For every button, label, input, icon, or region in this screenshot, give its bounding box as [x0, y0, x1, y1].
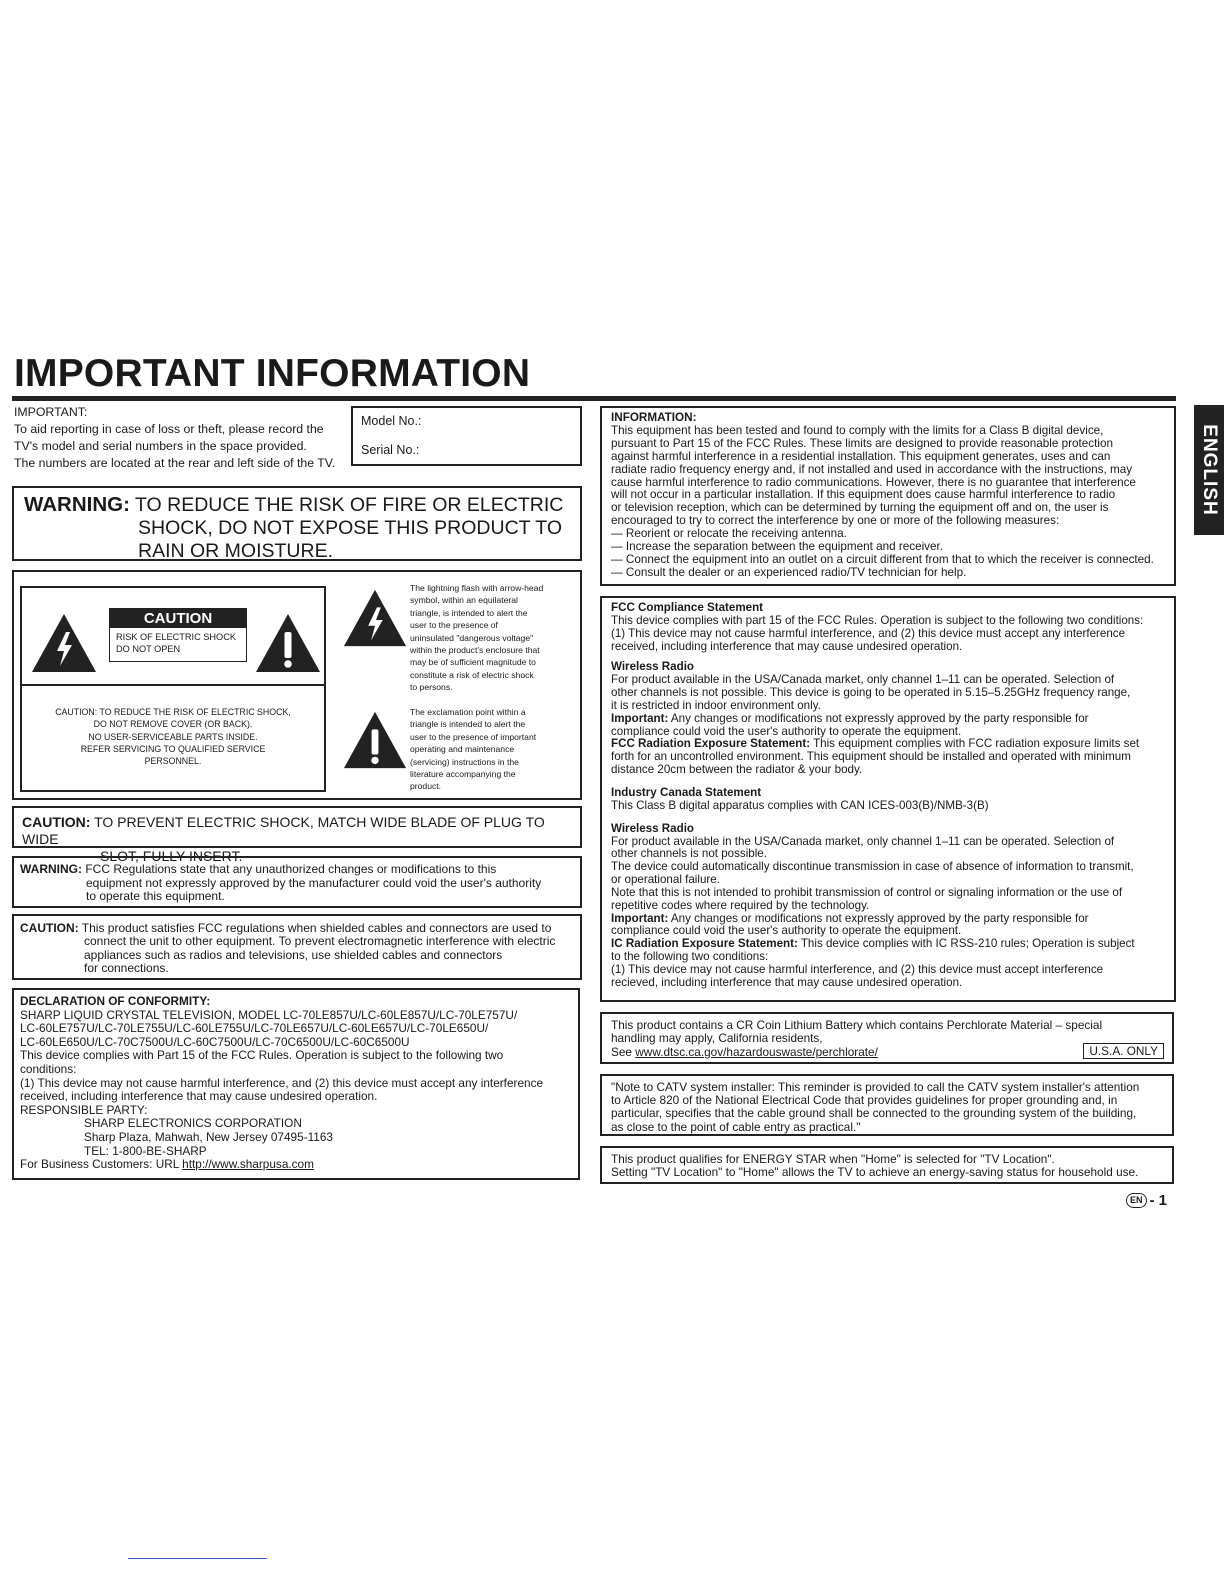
- declaration-line: (1) This device may not cause harmful interference, and (2) this device must accept any interference: [20, 1075, 544, 1090]
- radiation-label: FCC Radiation Exposure Statement:: [611, 737, 811, 751]
- ic-radiation-label: IC Radiation Exposure Statement:: [611, 937, 798, 951]
- explanation-line: user to the presence of: [410, 620, 498, 631]
- caution-sticker-line: RISK OF ELECTRIC SHOCK: [116, 632, 236, 642]
- battery-text: handling may apply, California residents,: [611, 1031, 823, 1046]
- caution-plug-box: [12, 806, 582, 864]
- explanation-line: within the product's enclosure that: [410, 645, 540, 656]
- caution-body-line: PERSONNEL.: [144, 756, 202, 767]
- wireless-line: other channels is not possible. This device is going to be operated in 5.15–5.25GHz frequency range,: [611, 686, 1131, 700]
- catv-note-box: [600, 1074, 1174, 1136]
- explanation-line: user to the presence of important: [410, 731, 537, 742]
- declaration-line: RESPONSIBLE PARTY:: [20, 1102, 148, 1117]
- information-line: will not occur in a particular installation. If this equipment does cause harmful interference to radio: [611, 488, 1116, 502]
- explanation-line: constitute a risk of electric shock: [410, 669, 534, 680]
- explanation-line: The lightning flash with arrow-head: [410, 583, 544, 593]
- catv-line: particular, specifies that the cable ground shall be connected to the grounding system of the building,: [611, 1106, 1137, 1121]
- wireless-radio-heading: Wireless Radio: [611, 821, 695, 835]
- explanation-line: symbol, within an equilateral: [410, 595, 518, 606]
- warning-text: TO REDUCE THE RISK OF FIRE OR ELECTRIC: [134, 494, 564, 516]
- warning-fcc-text: FCC Regulations state that any unauthorized changes or modifications to this: [85, 862, 497, 876]
- caution-cables-box: [12, 914, 582, 980]
- explanation-line: triangle, is intended to alert the: [410, 607, 528, 618]
- declaration-line: This device complies with Part 15 of the FCC Rules. Operation is subject to the following two: [20, 1048, 504, 1063]
- model-serial-box: [351, 406, 582, 466]
- caution-plug-label: CAUTION:: [22, 814, 91, 830]
- exclamation-symbol-icon: [342, 708, 408, 772]
- energy-star-text: Setting "TV Location" to "Home" allows the TV to achieve an energy-saving status for household use.: [611, 1165, 1139, 1180]
- wireless-line: repetitive codes where required by the technology.: [611, 898, 870, 912]
- wireless-line: The device could automatically discontinue transmission in case of absence of information to transmit,: [611, 860, 1134, 874]
- record-line: To aid reporting in case of loss or theft, please record the: [14, 422, 324, 436]
- caution-cables-label: CAUTION:: [20, 921, 79, 935]
- explanation-line: may be of sufficient magnitude to: [410, 657, 536, 668]
- fcc-line: received, including interference that may cause undesired operation.: [611, 639, 963, 653]
- information-line: against harmful interference in a residential installation. This equipment generates, uses and can: [611, 449, 1111, 463]
- declaration-heading: DECLARATION OF CONFORMITY:: [20, 994, 211, 1008]
- caution-body-line: NO USER-SERVICEABLE PARTS INSIDE.: [88, 731, 258, 742]
- information-measure: — Connect the equipment into an outlet on a circuit different from that to which the receiver is connected.: [611, 552, 1154, 566]
- explanation-line: operating and maintenance: [410, 744, 515, 755]
- page-number: [1126, 1192, 1167, 1209]
- warning-text: SHOCK, DO NOT EXPOSE THIS PRODUCT TO: [138, 517, 563, 539]
- information-line: or television reception, which can be determined by turning the equipment off and on, the user is: [611, 501, 1109, 515]
- important-text: compliance could void the user's authority to operate the equipment.: [611, 724, 962, 738]
- warning-fcc-text: to operate this equipment.: [86, 889, 225, 904]
- warning-moisture-box: [12, 486, 582, 561]
- warning-text: RAIN OR MOISTURE.: [138, 540, 334, 562]
- sharpusa-link[interactable]: http://www.sharpusa.com: [182, 1157, 314, 1172]
- explanation-line: (servicing) instructions in the: [410, 756, 519, 767]
- caution-label-panel: [20, 586, 326, 792]
- battery-text: This product contains a CR Coin Lithium Battery which contains Perchlorate Material – special: [611, 1018, 1103, 1032]
- language-tab-label: ENGLISH: [1199, 424, 1220, 516]
- important-label: Important:: [611, 911, 669, 925]
- explanation-line: The exclamation point within a: [410, 707, 526, 717]
- industry-canada-text: This Class B digital apparatus complies with CAN ICES-003(B)/NMB-3(B): [611, 798, 989, 812]
- fcc-compliance-box: [600, 596, 1176, 1002]
- usa-only-badge: U.S.A. ONLY: [1083, 1043, 1164, 1059]
- declaration-box: [12, 988, 580, 1180]
- record-line: TV's model and serial numbers in the space provided.: [14, 439, 307, 453]
- record-instructions: [14, 404, 354, 472]
- important-text: Any changes or modifications not expressly approved by the party responsible for: [668, 911, 1089, 925]
- declaration-line: LC-60LE757U/LC-70LE755U/LC-60LE755U/LC-70LE657U/LC-60LE657U/LC-70LE650U/: [20, 1021, 489, 1036]
- caution-body-line: CAUTION: TO REDUCE THE RISK OF ELECTRIC SHOCK,: [55, 707, 291, 717]
- catv-line: to Article 820 of the National Electrical Code that provides guidelines for proper grounding and, in: [611, 1093, 1118, 1108]
- wireless-line: other channels is not possible.: [611, 847, 767, 861]
- ic-radiation-text: to the following two conditions:: [611, 950, 769, 964]
- information-line: cause harmful interference to radio communications. However, there is no guarantee that interference: [611, 475, 1136, 489]
- explanation-line: triangle is intended to alert the: [410, 719, 526, 730]
- lightning-triangle-icon: [30, 612, 98, 674]
- wireless-line: For product available in the USA/Canada market, only channel 1–11 can be operated. Selection of: [611, 834, 1115, 848]
- responsible-party-line: Sharp Plaza, Mahwah, New Jersey 07495-1163: [84, 1129, 333, 1144]
- radiation-text: This equipment complies with FCC radiation exposure limits set: [810, 737, 1140, 751]
- warning-fcc-text: equipment not expressly approved by the manufacturer could void the user's authority: [86, 875, 542, 890]
- information-measure: — Increase the separation between the equipment and receiver.: [611, 540, 944, 554]
- energy-star-text: This product qualifies for ENERGY STAR when "Home" is selected for "TV Location".: [611, 1152, 1055, 1166]
- caution-cables-text: appliances such as radios and televisions, use shielded cables and connectors: [84, 947, 503, 962]
- battery-see: See: [611, 1044, 636, 1059]
- wireless-line: or operational failure.: [611, 873, 720, 887]
- lightning-explanation: [410, 582, 580, 694]
- information-line: encouraged to try to correct the interference by one or more of the following measures:: [611, 514, 1060, 528]
- responsible-party-line: TEL: 1-800-BE-SHARP: [84, 1143, 207, 1158]
- warning-fcc-box: [12, 856, 582, 908]
- ic-radiation-text: recieved, including interference that may cause undesired operation.: [611, 975, 963, 989]
- information-line: radiate radio frequency energy and, if not installed and used in accordance with the instructions, may: [611, 462, 1133, 476]
- explanation-line: to persons.: [410, 682, 453, 693]
- explanation-line: uninsulated "dangerous voltage": [410, 632, 534, 643]
- catv-line: as close to the point of cable entry as practical.": [611, 1119, 861, 1134]
- information-heading: INFORMATION:: [611, 411, 697, 424]
- important-text: Any changes or modifications not expressly approved by the party responsible for: [668, 711, 1089, 725]
- business-label: For Business Customers: URL: [20, 1157, 183, 1172]
- lang-code-badge: EN: [1126, 1193, 1147, 1208]
- ic-radiation-text: This device complies with IC RSS-210 rules; Operation is subject: [797, 937, 1135, 951]
- ic-radiation-text: (1) This device may not cause harmful interference, and (2) this device must accept interference: [611, 962, 1104, 976]
- explanation-line: product.: [410, 781, 442, 792]
- industry-canada-heading: Industry Canada Statement: [611, 785, 762, 799]
- information-measure: — Reorient or relocate the receiving antenna.: [611, 527, 847, 541]
- explanation-line: literature accompanying the: [410, 769, 516, 780]
- caution-divider: [22, 684, 324, 686]
- caution-plug-text: SLOT, FULLY INSERT.: [100, 848, 243, 864]
- declaration-line: conditions:: [20, 1061, 77, 1076]
- wireless-line: it is restricted in indoor environment only.: [611, 698, 821, 712]
- caution-cables-text: connect the unit to other equipment. To prevent electromagnetic interference with electric: [84, 934, 556, 949]
- caution-plug-text: TO PREVENT ELECTRIC SHOCK, MATCH WIDE BLADE OF PLUG TO WIDE: [22, 814, 545, 847]
- lightning-symbol-icon: [342, 586, 408, 650]
- footer-underline: [128, 1558, 267, 1559]
- wireless-line: Note that this is not intended to prohibit transmission of control or signaling information or the use of: [611, 885, 1123, 899]
- page-number-text: - 1: [1149, 1192, 1168, 1209]
- warning-fcc-label: WARNING:: [20, 862, 82, 876]
- information-box: [600, 406, 1176, 586]
- battery-box: [600, 1012, 1174, 1064]
- information-line: This equipment has been tested and found to comply with the limits for a Class B digital device,: [611, 423, 1104, 437]
- information-measure: — Consult the dealer or an experienced radio/TV technician for help.: [611, 565, 967, 579]
- exclamation-triangle-icon: [254, 612, 322, 674]
- responsible-party-line: SHARP ELECTRONICS CORPORATION: [84, 1116, 302, 1131]
- warning-label: WARNING:: [24, 493, 130, 516]
- caution-sticker-line: DO NOT OPEN: [116, 644, 181, 654]
- serial-number-label: Serial No.:: [361, 443, 420, 457]
- fcc-heading: FCC Compliance Statement: [611, 601, 764, 614]
- fcc-line: This device complies with part 15 of the FCC Rules. Operation is subject to the following two conditions:: [611, 613, 1144, 627]
- exclamation-explanation: [410, 706, 580, 793]
- important-label: Important:: [611, 711, 669, 725]
- model-number-label: Model No.:: [361, 414, 422, 428]
- caution-body: [22, 706, 324, 767]
- declaration-line: received, including interference that may cause undesired operation.: [20, 1089, 378, 1104]
- record-label: IMPORTANT:: [14, 405, 88, 419]
- caution-body-line: DO NOT REMOVE COVER (OR BACK).: [93, 719, 253, 730]
- language-tab: [1194, 405, 1224, 535]
- declaration-line: SHARP LIQUID CRYSTAL TELEVISION, MODEL LC-70LE857U/LC-60LE857U/LC-70LE757U/: [20, 1007, 518, 1022]
- fcc-line: (1) This device may not cause harmful interference, and (2) this device must accept any interference: [611, 626, 1126, 640]
- caution-cables-text: for connections.: [84, 961, 169, 976]
- information-line: pursuant to Part 15 of the FCC Rules. These limits are designed to provide reasonable protection: [611, 436, 1113, 450]
- caution-body-line: REFER SERVICING TO QUALIFIED SERVICE: [80, 743, 266, 754]
- page-title: IMPORTANT INFORMATION: [14, 352, 531, 395]
- caution-symbols-box: [12, 570, 582, 800]
- catv-line: "Note to CATV system installer: This reminder is provided to call the CATV system installer's attention: [611, 1080, 1140, 1094]
- record-line: The numbers are located at the rear and left side of the TV.: [14, 456, 336, 470]
- radiation-text: forth for an uncontrolled environment. This equipment should be installed and operated with minimum: [611, 750, 1131, 764]
- energy-star-box: [600, 1146, 1174, 1184]
- declaration-line: LC-60LE650U/LC-70C7500U/LC-60C7500U/LC-70C6500U/LC-60C6500U: [20, 1034, 410, 1049]
- important-text: compliance could void the user's authority to operate the equipment.: [611, 924, 962, 938]
- caution-sticker: [109, 608, 247, 662]
- caution-title: CAUTION: [110, 609, 246, 628]
- radiation-text: distance 20cm between the radiator & your body.: [611, 763, 863, 777]
- title-rule: [12, 396, 1176, 401]
- wireless-radio-heading: Wireless Radio: [611, 660, 695, 674]
- caution-cables-text: This product satisfies FCC regulations when shielded cables and connectors are used to: [81, 921, 552, 935]
- wireless-line: For product available in the USA/Canada market, only channel 1–11 can be operated. Selection of: [611, 673, 1115, 687]
- perchlorate-link[interactable]: www.dtsc.ca.gov/hazardouswaste/perchlorate/: [635, 1044, 878, 1059]
